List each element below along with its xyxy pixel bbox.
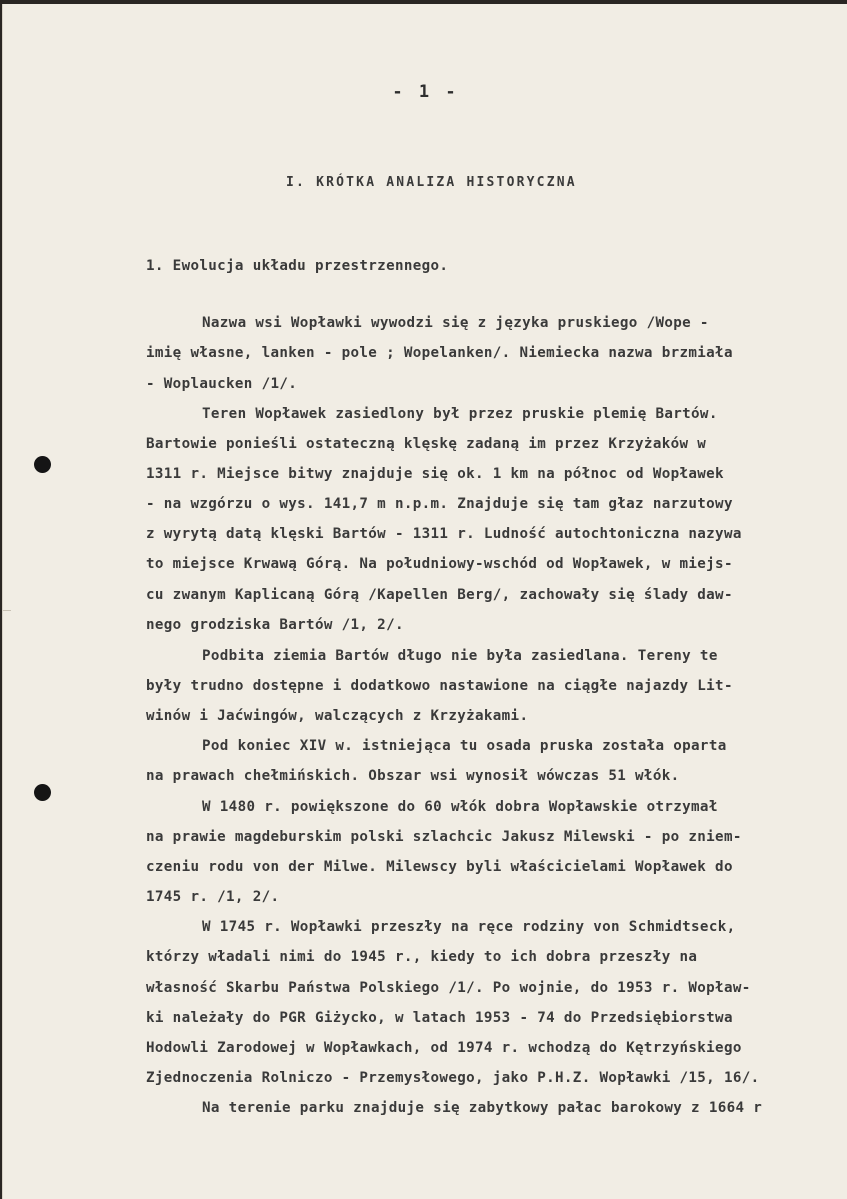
text-line: na prawach chełmińskich. Obszar wsi wynosił wówczas 51 włók. <box>146 768 680 784</box>
text-line: W 1745 r. Wopławki przeszły na ręce rodziny von Schmidtseck, <box>202 919 736 935</box>
text-line: Hodowli Zarodowej w Wopławkach, od 1974 r. wchodzą do Kętrzyńskiego <box>146 1040 742 1056</box>
text-line: ki należały do PGR Giżycko, w latach 1953 - 74 do Przedsiębiorstwa <box>146 1010 733 1026</box>
chapter-heading: I. KRÓTKA ANALIZA HISTORYCZNA <box>286 175 577 190</box>
text-line: Podbita ziemia Bartów długo nie była zasiedlana. Tereny te <box>202 648 718 664</box>
text-line: 1745 r. /1, 2/. <box>146 889 280 905</box>
text-line: czeniu rodu von der Milwe. Milewscy byli właścicielami Wopławek do <box>146 859 733 875</box>
text-line: Zjednoczenia Rolniczo - Przemysłowego, jako P.H.Z. Wopławki /15, 16/. <box>146 1070 760 1086</box>
text-line: cu zwanym Kaplicaną Górą /Kapellen Berg/, zachowały się ślady daw- <box>146 587 733 603</box>
text-line: imię własne, lanken - pole ; Wopelanken/. Niemiecka nazwa brzmiała <box>146 345 733 361</box>
punch-hole-upper <box>34 456 51 473</box>
text-line: własność Skarbu Państwa Polskiego /1/. Po wojnie, do 1953 r. Wopław- <box>146 980 751 996</box>
text-line: nego grodziska Bartów /1, 2/. <box>146 617 404 633</box>
text-line: to miejsce Krwawą Górą. Na południowy-wschód od Wopławek, w miejs- <box>146 556 733 572</box>
text-line: - na wzgórzu o wys. 141,7 m n.p.m. Znajduje się tam głaz narzutowy <box>146 496 733 512</box>
document-page <box>2 4 847 1199</box>
text-line: którzy władali nimi do 1945 r., kiedy to ich dobra przeszły na <box>146 949 698 965</box>
text-line: - Woplaucken /1/. <box>146 376 298 392</box>
punch-hole-lower <box>34 784 51 801</box>
text-line: były trudno dostępne i dodatkowo nastawione na ciągłe najazdy Lit- <box>146 678 733 694</box>
text-line: W 1480 r. powiększone do 60 włók dobra Wopławskie otrzymał <box>202 799 718 815</box>
fold-mark <box>3 610 11 611</box>
text-line: winów i Jaćwingów, walczących z Krzyżakami. <box>146 708 529 724</box>
text-line: Teren Wopławek zasiedlony był przez pruskie plemię Bartów. <box>202 406 718 422</box>
text-line: Pod koniec XIV w. istniejąca tu osada pruska została oparta <box>202 738 727 754</box>
text-line: na prawie magdeburskim polski szlachcic Jakusz Milewski - po zniem- <box>146 829 742 845</box>
text-line: Na terenie parku znajduje się zabytkowy pałac barokowy z 1664 r <box>202 1100 763 1116</box>
page-number: - 1 - <box>392 82 459 102</box>
text-line: Bartowie ponieśli ostateczną klęskę zadaną im przez Krzyżaków w <box>146 436 707 452</box>
section-heading: 1. Ewolucja układu przestrzennego. <box>146 258 449 274</box>
text-line: 1311 r. Miejsce bitwy znajduje się ok. 1 km na północ od Wopławek <box>146 466 724 482</box>
text-line: z wyrytą datą klęski Bartów - 1311 r. Ludność autochtoniczna nazywa <box>146 526 742 542</box>
text-line: Nazwa wsi Wopławki wywodzi się z języka pruskiego /Wope - <box>202 315 709 331</box>
